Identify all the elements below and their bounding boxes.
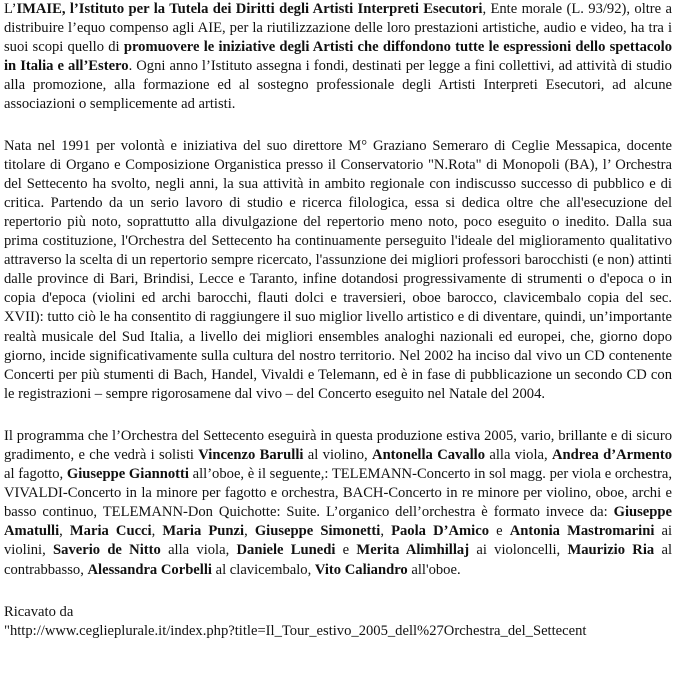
- paragraph-source: [4, 603, 672, 641]
- bold-text: Antonella Cavallo: [372, 446, 486, 463]
- bold-text: Saverio de Nitto: [53, 542, 161, 559]
- bold-text: Vincenzo Barulli: [198, 446, 304, 463]
- document-page: [4, 0, 672, 641]
- body-text: ,: [151, 523, 163, 540]
- paragraph-imaie: [4, 0, 672, 115]
- body-text: ,: [380, 523, 392, 540]
- body-text: al fagotto,: [4, 466, 67, 483]
- body-text: Il programma che l’Orchestra del Settecento eseguirà in questa produzione estiva 2005, vario, brillante e di sicuro gradimento, e che vedrà i solisti: [4, 427, 672, 463]
- paragraph-program: [4, 427, 672, 580]
- body-text: L’: [4, 1, 17, 17]
- body-text: ai violini,: [4, 523, 673, 559]
- body-text: all’oboe, è il seguente,: TELEMANN-Concerto in sol magg. per viola e orchestra, VIVALDI-Concerto in la minore per fagotto e orchestra, BACH-Concerto in re minore per violino, oboe, archi e basso continuo, TELEMANN-Don Quichotte: Suite. L’organico dell’orchestra è formato invece da:: [4, 466, 672, 521]
- source-label: Ricavato da: [4, 603, 74, 620]
- bold-text: Alessandra Corbelli: [87, 561, 212, 578]
- bold-text: Antonia Mastromarini: [509, 523, 655, 540]
- bold-text: Vito Caliandro: [314, 561, 408, 578]
- body-text: ,: [244, 523, 255, 540]
- bold-text: Andrea d’Armento: [551, 446, 672, 463]
- bold-text: Giuseppe Simonetti: [254, 523, 381, 540]
- body-text: . Ogni anno l’Istituto assegna i fondi, destinati per legge a fini collettivi, ad attività di studio alla promozione, alla formazione ed al sostegno professionale degli Artisti Interpreti Esecutori, ad alcune associazioni o semplicemente ad artisti.: [4, 58, 672, 113]
- paragraph-orchestra-history: [4, 137, 672, 404]
- body-text: ,: [59, 523, 70, 540]
- source-url: "http://www.ceglieplurale.it/index.php?title=Il_Tour_estivo_2005_dell%27Orchestra_del_Settecent: [4, 622, 587, 639]
- bold-text: Daniele Lunedi: [236, 542, 336, 559]
- body-text: Nata nel 1991 per volontà e iniziativa del suo direttore M° Graziano Semeraro di Ceglie Messapica, docente titolare di Organo e Composizione Organistica presso il Conservatorio "N.Rota" di Monopoli (BA), l’ Orchestra del Settecento ha svolto, negli anni, la sua attività in ambito regionale con indiscusso successo di pubblico e di critica. Partendo da un serio lavoro di studio e ricerca filologica, essa si dedica oltre che all'esecuzione del repertorio più noto, soprattutto alla divulgazione del repertorio meno noto, poco eseguito o inedito. Dalla sua prima costituzione, l'Orchestra del Settecento ha continuamente perseguito l'ideale del miglioramento qualitativo attraverso la scelta di un repertorio sempre ricercato, l'assunzione dei migliori professori barocchisti (e non) attinti dalle province di Bari, Brindisi, Lecce e Taranto, infine dotandosi progressivamente di strumenti o d'epoca o in copia d'epoca (violini ed archi barocchi, flauti dolci e traversieri, oboe barocco, clavicembalo copia del sec. XVII): tutto ciò le ha consentito di raggiungere il suo miglior livello artistico e di diventare, quindi, un’importante realtà musicale del Sud Italia, a livello dei migliori ensembles analoghi nazionali ed europei, che, giorno dopo giorno, incide significativamente sulla cultura del nostro territorio. Nel 2002 ha inciso dal vivo un CD contenente Concerti per più stumenti di Bach, Handel, Vivaldi e Telemann, ed è in fase di pubblicazione un secondo CD con le registrazioni – sempre rigorosamene dal vivo – del Concerto eseguito nel Natale del 2004.: [4, 137, 672, 402]
- bold-text: IMAIE, l’Istituto per la Tutela dei Diritti degli Artisti Interpreti Esecutori: [16, 1, 483, 17]
- body-text: alla viola,: [485, 446, 552, 463]
- body-text: e: [489, 523, 510, 540]
- body-text: all'oboe.: [407, 561, 461, 578]
- body-text: ai violoncelli,: [469, 542, 568, 559]
- bold-text: Giuseppe Giannotti: [66, 466, 189, 483]
- bold-text: Maria Cucci: [69, 523, 152, 540]
- bold-text: promuovere le iniziative degli Artisti che diffondono tutte le espressioni dello spettacolo in Italia e all’Estero: [4, 39, 672, 75]
- body-text: alla viola,: [160, 542, 237, 559]
- bold-text: Maria Punzi: [162, 523, 245, 540]
- bold-text: Merita Alimhillaj: [356, 542, 470, 559]
- body-text: al violino,: [303, 446, 373, 463]
- body-text: al contrabbasso,: [4, 542, 673, 578]
- bold-text: Paola D’Amico: [391, 523, 489, 540]
- bold-text: Maurizio Ria: [567, 542, 655, 559]
- body-text: al clavicembalo,: [211, 561, 315, 578]
- body-text: e: [335, 542, 357, 559]
- bold-text: Giuseppe Amatulli: [4, 504, 672, 540]
- body-text: , Ente morale (L. 93/92), oltre a distribuire l’equo compenso agli AIE, per la riutilizzazione delle loro prestazioni artistiche, audio e video, ha tra i suoi scopi quello di: [4, 1, 672, 56]
